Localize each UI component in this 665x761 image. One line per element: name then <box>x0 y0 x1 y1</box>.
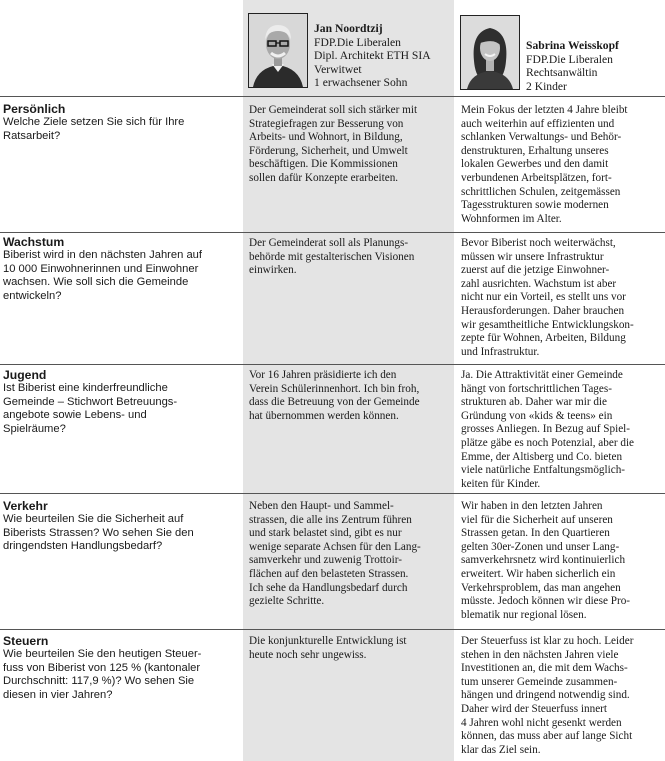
question-line: dringendsten Handlungsbedarf? <box>3 540 163 553</box>
answer-line: nicht nur ein Vorteil, es stellt uns vor <box>461 291 626 304</box>
answer-line: samverkehr und zuwenig Trottoir- <box>249 554 402 567</box>
answer-candidate-1-taxes <box>249 635 449 662</box>
answer-line: Verein Schülerinnenhort. Ich bin froh, <box>249 382 420 395</box>
candidate-1-profession: Dipl. Architekt ETH SIA <box>314 49 431 63</box>
answer-line: Der Gemeinderat soll sich stärker mit <box>249 104 418 116</box>
answer-line: klar das Ziel sein. <box>461 743 541 756</box>
answer-line: keiten für Kinder. <box>461 477 541 490</box>
question-title: Jugend <box>3 368 47 382</box>
answer-line: verbundenen Arbeitsplätzen, fort- <box>461 171 612 184</box>
question-line: Durchschnitt: 117,9 %)? Wo sehen Sie <box>3 675 195 688</box>
answer-line: flächen auf den belasteten Strassen. <box>249 567 409 580</box>
question-title: Wachstum <box>3 235 65 249</box>
question-taxes <box>3 635 235 702</box>
answer-line: strukturen ab. Daher war mir die <box>461 396 608 409</box>
answer-line: heute noch sehr ungewiss. <box>249 648 367 661</box>
candidate-1-party: FDP.Die Liberalen <box>314 35 401 49</box>
answer-line: müsste. Jedoch können wir diese Pro- <box>461 595 631 608</box>
row-divider <box>0 493 665 494</box>
answer-line: strassen, die alle ins Zentrum führen <box>249 513 412 526</box>
question-title: Verkehr <box>3 499 48 513</box>
answer-line: Förderung, Sicherheit, und Umwelt <box>249 144 408 157</box>
answer-candidate-2-traffic <box>461 500 664 622</box>
answer-line: Der Steuerfuss ist klar zu hoch. Leider <box>461 635 634 647</box>
answer-line: Ich sehe da Handlungsbedarf durch <box>249 581 408 594</box>
answer-line: einwirken. <box>249 264 297 277</box>
question-line: Biberists Strassen? Wo sehen Sie den <box>3 526 194 539</box>
answer-line: behörde mit gestalterischen Visionen <box>249 250 415 263</box>
question-line: Wie beurteilen Sie die Sicherheit auf <box>3 513 184 526</box>
answer-line: dass die Betreuung von der Gemeinde <box>249 396 420 409</box>
answer-line: Vor 16 Jahren präsidierte ich den <box>249 369 397 381</box>
answer-line: Emme, der Altisberg und Co. bieten <box>461 450 623 463</box>
row-divider <box>0 364 665 365</box>
answer-line: Verkehrsproblem, das man angehen <box>461 581 621 594</box>
answer-line: lokalen Gewerbes und den damit <box>461 158 609 171</box>
row-divider <box>0 232 665 233</box>
answer-line: Wohnformen im Alter. <box>461 212 562 225</box>
answer-line: Arbeits- und Wohnort, in Bildung, <box>249 131 403 144</box>
answer-line: zahl ausrichten. Wachstum ist aber <box>461 277 617 290</box>
answer-line: können, das muss aber auf lange Sicht <box>461 730 633 743</box>
answer-candidate-2-youth <box>461 369 664 491</box>
row-divider <box>0 96 665 97</box>
row-divider <box>0 629 665 630</box>
answer-line: Mein Fokus der letzten 4 Jahre bleibt <box>461 104 628 116</box>
answer-line: Neben den Haupt- und Sammel- <box>249 500 394 512</box>
answer-line: grosses Anliegen. In Bezug auf Spiel- <box>461 423 631 436</box>
candidate-2-photo <box>460 15 520 90</box>
answer-line: hängen und dringend notwendig sind. <box>461 689 630 702</box>
answer-line: tum unserer Gemeinde zusammen- <box>461 675 618 688</box>
answer-line: zuerst auf die jetzige Einwohner- <box>461 264 610 277</box>
answer-line: gezielte Schritte. <box>249 595 325 608</box>
answer-line: erweitert. Wir haben sicherlich ein <box>461 567 616 580</box>
question-personal <box>3 103 235 143</box>
question-line: diesen in vier Jahren? <box>3 688 113 701</box>
answer-line: viel für die Sicherheit auf unseren <box>461 513 613 526</box>
answer-line: wenige separate Achsen für den Lang- <box>249 540 421 553</box>
candidate-2-info <box>526 39 619 93</box>
answer-line: blematik nur regional lösen. <box>461 608 587 621</box>
woman-portrait-icon <box>461 16 519 89</box>
answer-line: müssen wir unsere Infrastruktur <box>461 250 604 263</box>
answer-line: Der Gemeinderat soll als Planungs- <box>249 237 409 249</box>
candidate-2-family: 2 Kinder <box>526 79 567 93</box>
candidate-1-photo <box>248 13 308 88</box>
candidate-1-civil-status: Verwitwet <box>314 62 362 76</box>
answer-line: zepte für Wohnen, Arbeiten, Bildung <box>461 332 626 345</box>
answer-line: viele natürliche Entfaltungsmöglich- <box>461 464 626 477</box>
question-line: fuss von Biberist von 125 % (kantonaler <box>3 661 201 674</box>
question-growth <box>3 236 235 303</box>
question-line: angebote sowie Lebens- und <box>3 409 147 422</box>
candidate-1-family: 1 erwachsener Sohn <box>314 76 408 90</box>
answer-line: 4 Jahren wohl nicht gesenkt werden <box>461 716 622 729</box>
answer-line: und stark belastet sind, gibt es nur <box>249 527 402 540</box>
answer-candidate-2-personal <box>461 104 664 226</box>
question-line: Spielräume? <box>3 422 66 435</box>
question-line: entwickeln? <box>3 289 62 302</box>
answer-line: Herausforderungen. Daher brauchen <box>461 304 625 317</box>
candidate-1-name: Jan Noordtzij <box>314 22 383 35</box>
answer-line: Tagesstrukturen sowie modernen <box>461 199 609 212</box>
question-line: wachsen. Wie soll sich die Gemeinde <box>3 276 189 289</box>
answer-line: schlanken Verwaltungs- und Behör- <box>461 131 622 144</box>
answer-line: Investitionen an, die mit dem Wachs- <box>461 662 628 675</box>
question-line: 10 000 Einwohnerinnen und Einwohner <box>3 262 199 275</box>
candidate-2-party: FDP.Die Liberalen <box>526 52 613 66</box>
answer-line: plätze gäbe es noch Potenzial, aber die <box>461 436 635 449</box>
answer-line: und Infrastruktur. <box>461 345 540 358</box>
answer-line: hängt von fortschrittlichen Tages- <box>461 382 612 395</box>
answer-candidate-2-growth <box>461 237 664 359</box>
question-title: Persönlich <box>3 102 66 116</box>
candidate-2-name: Sabrina Weisskopf <box>526 39 619 52</box>
answer-line: Strassen getan. In den Quartieren <box>461 527 610 540</box>
question-line: Wie beurteilen Sie den heutigen Steuer- <box>3 648 202 661</box>
answer-line: auch weiterhin auf effizienten und <box>461 117 615 130</box>
question-line: Biberist wird in den nächsten Jahren auf <box>3 249 203 262</box>
answer-line: Bevor Biberist noch weiterwächst, <box>461 237 616 249</box>
question-line: Gemeinde – Stichwort Betreuungs- <box>3 395 178 408</box>
question-line: Ist Biberist eine kinderfreundliche <box>3 382 168 395</box>
candidate-2-profession: Rechtsanwältin <box>526 66 598 80</box>
answer-candidate-1-youth <box>249 369 449 423</box>
question-line: Ratsarbeit? <box>3 129 61 142</box>
answer-line: Die konjunkturelle Entwicklung ist <box>249 635 407 647</box>
answer-candidate-1-growth <box>249 237 449 278</box>
question-line: Welche Ziele setzen Sie sich für Ihre <box>3 116 185 129</box>
question-traffic <box>3 500 235 554</box>
answer-line: hat übernommen werden können. <box>249 409 399 422</box>
question-youth <box>3 369 235 436</box>
answer-candidate-1-traffic <box>249 500 449 609</box>
question-title: Steuern <box>3 634 49 648</box>
answer-line: sollen dafür Konzepte erarbeiten. <box>249 171 399 184</box>
answer-line: denstrukturen, Erhaltung unseres <box>461 144 609 157</box>
answer-line: Wir haben in den letzten Jahren <box>461 500 603 512</box>
answer-line: Daher wird der Steuerfuss innert <box>461 702 608 715</box>
man-portrait-icon <box>249 14 307 87</box>
answer-candidate-2-taxes <box>461 635 664 757</box>
answer-line: samverkehrsnetz wird kontinuierlich <box>461 554 626 567</box>
answer-line: Ja. Die Attraktivität einer Gemeinde <box>461 369 623 381</box>
answer-line: Gründung von «kids & teens» ein <box>461 409 613 422</box>
answer-line: gelten 30er-Zonen und unser Lang- <box>461 540 620 553</box>
answer-line: beschäftigen. Die Kommissionen <box>249 158 398 171</box>
candidate-1-info <box>314 22 431 90</box>
answer-line: schrittlichen Schulen, zeitgemässen <box>461 185 621 198</box>
answer-line: Strategiefragen zur Besserung von <box>249 117 404 130</box>
answer-line: wir gesamtheitliche Entwicklungskon- <box>461 318 634 331</box>
answer-line: stehen in den nächsten Jahren viele <box>461 648 619 661</box>
answer-candidate-1-personal <box>249 104 449 186</box>
